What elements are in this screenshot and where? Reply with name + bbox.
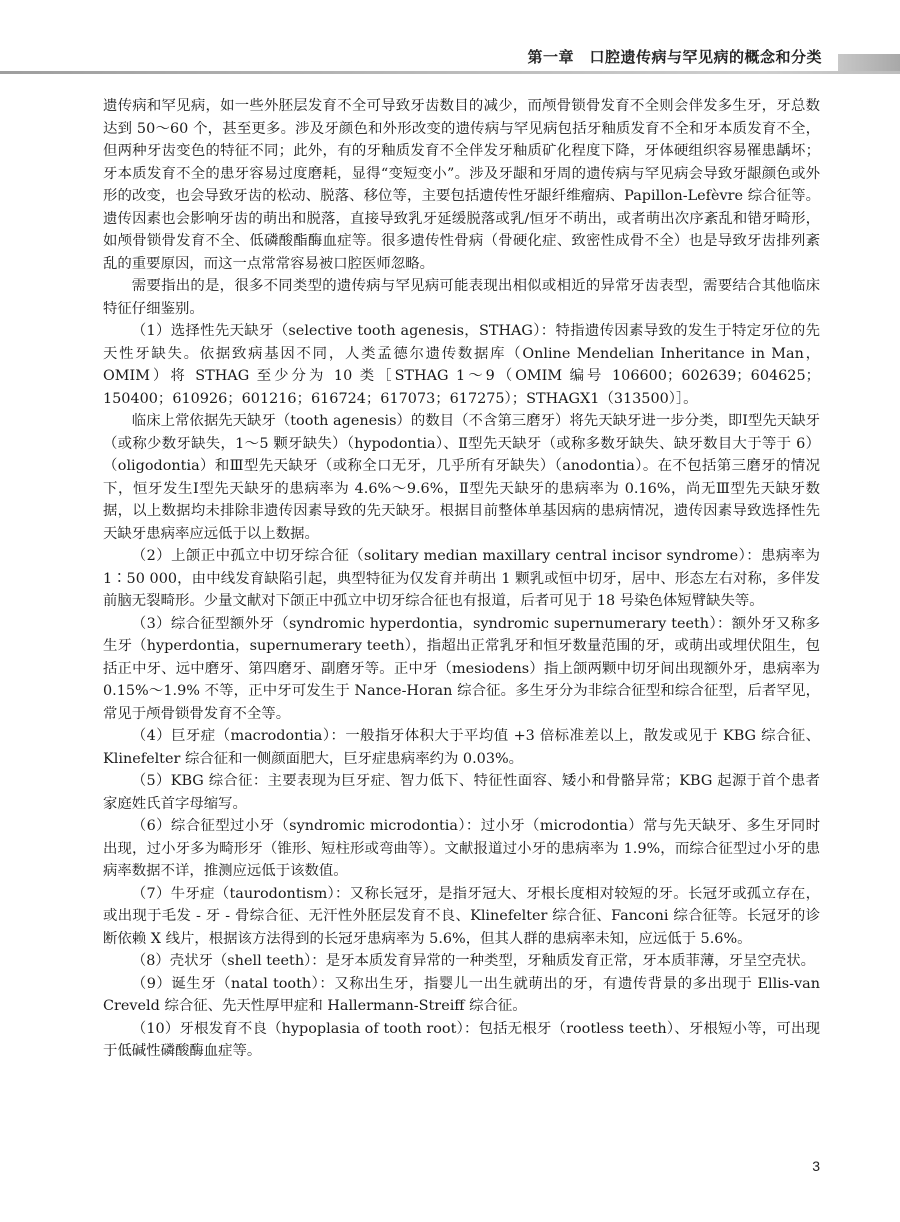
body-text: [103, 95, 820, 1063]
paragraph: 遗传病和罕见病，如一些外胚层发育不全可导致牙齿数目的减少，而颅骨锁骨发育不全则会伴发多生牙，牙总数达到 50～60 个，甚至更多。涉及牙颜色和外形改变的遗传病与罕见病包括牙釉质发育不全和牙本质发育不全，但两种牙齿变色的特征不同；此外，有的牙釉质发育不全伴发牙釉质矿化程度下降，牙体硬组织容易罹患龋坏；牙本质发育不全的患牙容易过度磨耗，显得“变短变小”。涉及牙龈和牙周的遗传病与罕见病会导致牙龈颜色或外形的改变，也会导致牙齿的松动、脱落、移位等，主要包括遗传性牙龈纤维瘤病、Papillon-Lefèvre 综合征等。遗传因素也会影响牙齿的萌出和脱落，直接导致乳牙延缓脱落或乳/恒牙不萌出，或者萌出次序紊乱和错牙畸形，如颅骨锁骨发育不全、低磷酸酯酶血症等。很多遗传性骨病（骨硬化症、致密性成骨不全）也是导致牙齿排列紊乱的重要原因，而这一点常常容易被口腔医师忽略。: [103, 98, 820, 272]
paragraph: （2）上颌正中孤立中切牙综合征（solitary median maxillary central incisor syndrome）：患病率为 1∶50 000，由中线发育缺陷引起，典型特征为仅发育并萌出 1 颗乳或恒中切牙，居中、形态左右对称，多伴发前脑无裂畸形。少量文献对下颌正中孤立中切牙综合征也有报道，后者可见于 18 号染色体短臂缺失等。: [103, 548, 820, 609]
paragraph: （1）选择性先天缺牙（selective tooth agenesis，STHAG）：特指遗传因素导致的发生于特定牙位的先天性牙缺失。依据致病基因不同，人类孟德尔遗传数据库（Online Mendelian Inheritance in Man，OMIM）将 STHAG 至少分为 10 类［STHAG 1～9（OMIM 编号 106600；602639；604625；150400；610926；601216；616724；617073；617275）；STHAGX1（313500）］。: [103, 323, 820, 407]
page-header: [0, 0, 900, 80]
paragraph: （6）综合征型过小牙（syndromic microdontia）：过小牙（microdontia）常与先天缺牙、多生牙同时出现，过小牙多为畸形牙（锥形、短柱形或弯曲等）。文献报道过小牙的患病率为 1.9%，而综合征型过小牙的患病率数据不详，推测应远低于该数值。: [103, 818, 820, 879]
paragraph: 临床上常依据先天缺牙（tooth agenesis）的数目（不含第三磨牙）将先天缺牙进一步分类，即Ⅰ型先天缺牙（或称少数牙缺失，1～5 颗牙缺失）（hypodontia）、Ⅱ型先天缺牙（或称多数牙缺失、缺牙数目大于等于 6）（oligodontia）和Ⅲ型先天缺牙（或称全口无牙，几乎所有牙缺失）（anodontia）。在不包括第三磨牙的情况下，恒牙发生Ⅰ型先天缺牙的患病率为 4.6%～9.6%，Ⅱ型先天缺牙的患病率为 0.16%，尚无Ⅲ型先天缺牙数据，以上数据均未排除非遗传因素导致的先天缺牙。根据目前整体单基因病的患病情况，遗传因素导致选择性先天缺牙患病率应远低于以上数据。: [103, 413, 820, 542]
paragraph: （3）综合征型额外牙（syndromic hyperdontia，syndromic supernumerary teeth）：额外牙又称多生牙（hyperdontia，supernumerary teeth），指超出正常乳牙和恒牙数量范围的牙，或萌出或埋伏阻生，包括正中牙、远中磨牙、第四磨牙、副磨牙等。正中牙（mesiodens）指上颌两颗中切牙间出现额外牙，患病率为 0.15%～1.9% 不等，正中牙可发生于 Nance-Horan 综合征。多生牙分为非综合征型和综合征型，后者罕见，常见于颅骨锁骨发育不全等。: [103, 615, 820, 722]
paragraph: （10）牙根发育不良（hypoplasia of tooth root）：包括无根牙（rootless teeth）、牙根短小等，可出现于低碱性磷酸酶血症等。: [103, 1020, 820, 1059]
header-rule: [0, 71, 900, 74]
paragraph: 需要指出的是，很多不同类型的遗传病与罕见病可能表现出相似或相近的异常牙齿表型，需要结合其他临床特征仔细鉴别。: [103, 278, 820, 317]
paragraph: （4）巨牙症（macrodontia）：一般指牙体积大于平均值 +3 倍标准差以上，散发或见于 KBG 综合征、Klinefelter 综合征和一侧颜面肥大，巨牙症患病率约为 0.03%。: [103, 728, 820, 767]
paragraph: （9）诞生牙（natal tooth）：又称出生牙，指婴儿一出生就萌出的牙，有遗传背景的多出现于 Ellis-van Creveld 综合征、先天性厚甲症和 Hallermann-Streiff 综合征。: [103, 975, 820, 1014]
page-number: 3: [812, 1158, 820, 1174]
chapter-title: 第一章 口腔遗传病与罕见病的概念和分类: [527, 48, 822, 66]
paragraph: （7）牛牙症（taurodontism）：又称长冠牙，是指牙冠大、牙根长度相对较短的牙。长冠牙或孤立存在，或出现于毛发 - 牙 - 骨综合征、无汗性外胚层发育不良、Klinefelter 综合征、Fanconi 综合征等。长冠牙的诊断依赖 X 线片，根据该方法得到的长冠牙患病率为 5.6%，但其人群的患病率未知，应远低于 5.6%。: [103, 885, 820, 947]
paragraph: （8）壳状牙（shell teeth）：是牙本质发育异常的一种类型，牙釉质发育正常，牙本质菲薄，牙呈空壳状。: [131, 953, 815, 969]
paragraph: （5）KBG 综合征：主要表现为巨牙症、智力低下、特征性面容、矮小和骨骼异常；KBG 起源于首个患者家庭姓氏首字母缩写。: [103, 773, 820, 812]
